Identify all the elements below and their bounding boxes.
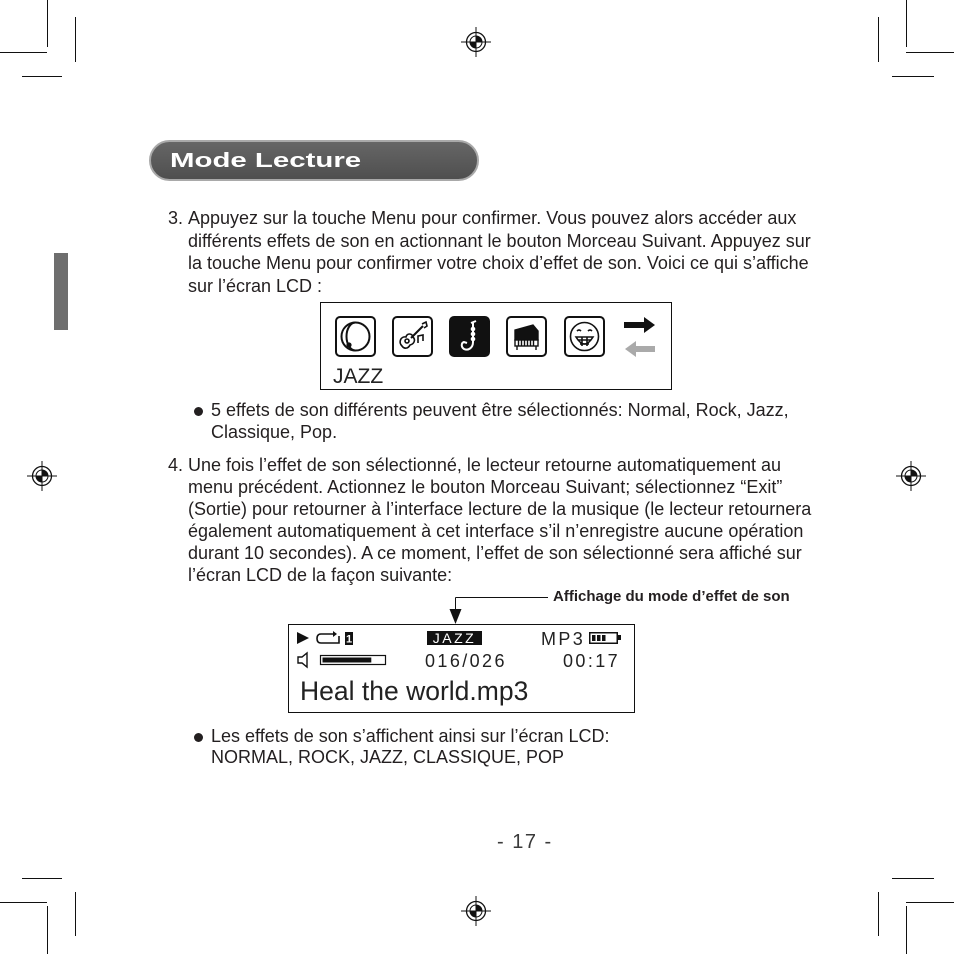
callout-label: Affichage du mode d’effet de son <box>553 588 790 605</box>
step-4-text <box>188 454 811 586</box>
crop-mark-bottom-right <box>879 879 954 954</box>
repeat-mode-value: 1 <box>345 633 353 646</box>
bullet-2-text <box>211 726 610 768</box>
bullet-icon <box>194 407 203 416</box>
registration-mark-top <box>461 27 491 57</box>
text-line: Une fois l’effet de son sélectionné, le lecteur retourne automatiquement au <box>188 455 782 476</box>
step-3-text <box>188 207 811 297</box>
classique-icon <box>507 317 546 356</box>
elapsed-time: 00:17 <box>563 651 621 671</box>
crop-mark-bottom-left <box>0 879 76 954</box>
text-line: menu précédent. Actionnez le bouton Morceau Suivant; sélectionnez “Exit” <box>188 477 783 498</box>
text-line: Classique, Pop. <box>211 422 338 443</box>
registration-mark-left <box>27 461 57 491</box>
side-tab <box>54 253 68 330</box>
crop-mark-top-right <box>879 0 954 77</box>
text-line: NORMAL, ROCK, JAZZ, CLASSIQUE, POP <box>211 746 565 767</box>
text-line: l’écran LCD de la façon suivante: <box>188 565 453 586</box>
track-counter: 016/026 <box>425 651 507 671</box>
step-number: 4. <box>168 455 184 476</box>
section-title: Mode Lecture <box>170 150 362 172</box>
battery-bar <box>602 635 606 641</box>
text-line: (Sortie) pour retourner à l’interface lecture de la musique (le lecteur retournera <box>188 499 812 520</box>
song-title: Heal the world.mp3 <box>300 676 529 706</box>
bullet-icon <box>194 733 203 742</box>
text-line: différents effets de son en actionnant le bouton Morceau Suivant. Appuyez sur <box>188 230 811 251</box>
registration-mark-right <box>896 461 926 491</box>
text-line: sur l’écran LCD : <box>188 275 323 296</box>
lcd-effect-menu <box>320 302 672 390</box>
text-line: durant 10 secondes). A ce moment, l’effet de son sélectionné sera affiché sur <box>188 543 802 564</box>
text-line: Appuyez sur la touche Menu pour confirmer. Vous pouvez alors accéder aux <box>188 208 797 228</box>
step-number: 3. <box>168 208 184 228</box>
registration-mark-bottom <box>461 896 491 926</box>
pop-icon <box>565 317 604 356</box>
crop-mark-top-left <box>0 0 76 77</box>
section-title-pill <box>149 140 479 181</box>
text-line: également automatiquement à cet interface s’il n’enregistre aucune opération <box>188 521 804 542</box>
text-line: la touche Menu pour confirmer votre choix d’effet de son. Voici ce qui s’affiche <box>188 253 809 274</box>
jazz-icon <box>450 317 489 356</box>
normal-icon <box>336 317 375 356</box>
rock-icon <box>393 317 432 356</box>
lcd-effect-label: JAZZ <box>333 365 384 388</box>
battery-bar <box>592 635 596 641</box>
bullet-1-text <box>211 399 789 443</box>
callout-arrow <box>450 598 549 625</box>
text-line: 5 effets de son différents peuvent être sélectionnés: Normal, Rock, Jazz, <box>211 400 789 421</box>
page-number: - 17 - <box>497 831 553 853</box>
effect-mode-label: JAZZ <box>432 630 477 646</box>
text-line: Les effets de son s’affichent ainsi sur l’écran LCD: <box>211 725 610 746</box>
volume-level-fill <box>323 658 372 663</box>
file-format: MP3 <box>541 629 586 649</box>
lcd-playback-screen <box>288 624 635 713</box>
battery-bar <box>597 635 601 641</box>
